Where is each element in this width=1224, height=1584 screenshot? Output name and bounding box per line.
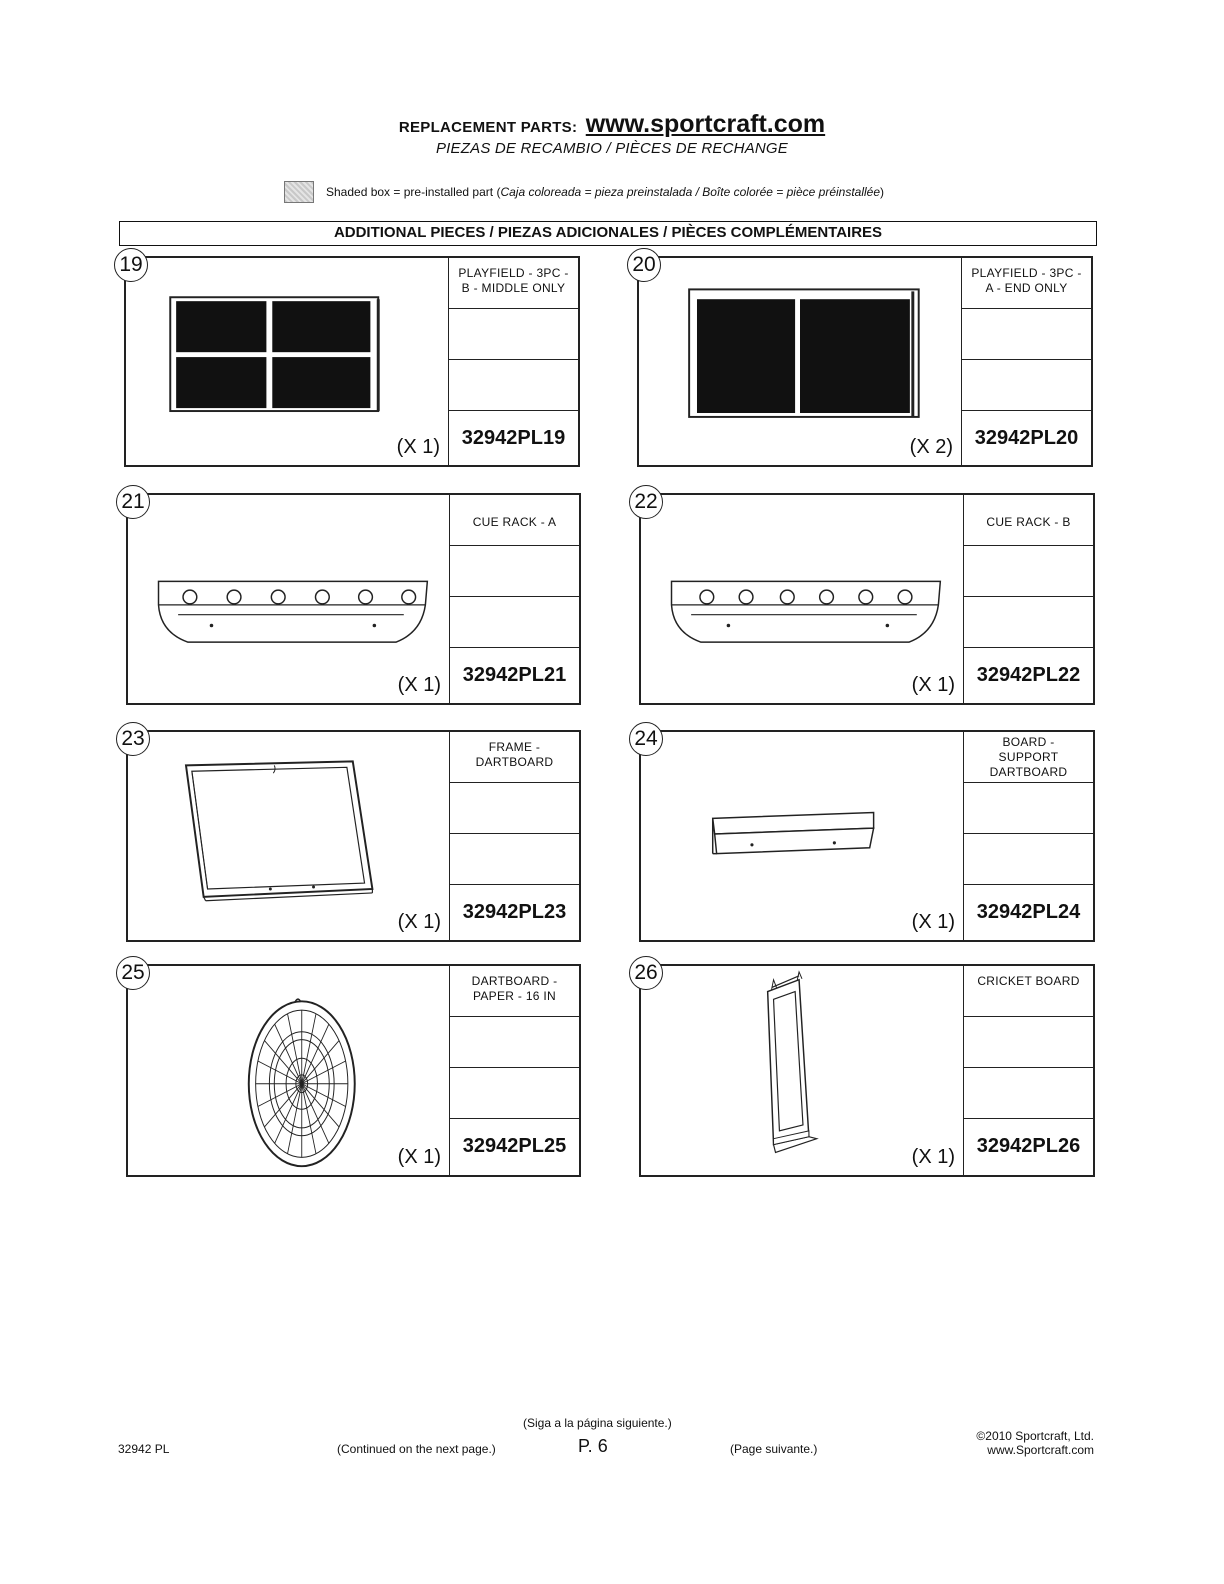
part-card-25 (121, 961, 581, 1177)
empty-cell (962, 309, 1091, 360)
part-card-24 (634, 727, 1095, 942)
quantity: (X 1) (397, 674, 441, 696)
part-description: CRICKET BOARD (964, 966, 1093, 1017)
part-code: 32942PL20 (974, 427, 1079, 449)
footer-copyright: ©2010 Sportcraft, Ltd. (976, 1429, 1094, 1443)
part-info (449, 495, 579, 703)
website-link[interactable]: www.sportcraft.com (585, 110, 826, 138)
part-card-20 (632, 253, 1093, 467)
empty-cell (450, 834, 579, 885)
dartboard-frame-icon (128, 732, 450, 940)
empty-cell (964, 1017, 1093, 1068)
quantity: (X 2) (909, 436, 953, 458)
part-card-19 (119, 253, 580, 467)
quantity: (X 1) (911, 1146, 955, 1168)
part-card-21 (121, 490, 581, 705)
part-number-badge: 24 (629, 722, 663, 756)
cricket-board-icon (641, 966, 963, 1175)
cue-rack-b-icon (641, 495, 963, 703)
section-title: ADDITIONAL PIECES / PIEZAS ADICIONALES / PIÈCES COMPLÉMENTAIRES (119, 221, 1097, 246)
part-number-badge: 25 (116, 956, 150, 990)
part-card-22 (634, 490, 1095, 705)
header-subtitle: PIEZAS DE RECAMBIO / PIÈCES DE RECHANGE (435, 140, 789, 157)
empty-cell (964, 546, 1093, 597)
quantity: (X 1) (396, 436, 440, 458)
part-number-badge: 19 (114, 248, 148, 282)
page-number: P. 6 (578, 1436, 608, 1456)
part-description: BOARD - SUPPORT DARTBOARD (964, 732, 1093, 783)
quantity: (X 1) (911, 911, 955, 933)
legend (284, 181, 884, 203)
footer-continued-fr: (Page suivante.) (730, 1442, 818, 1456)
paper-dartboard-icon (128, 966, 450, 1175)
empty-cell (449, 309, 578, 360)
part-number-badge: 20 (627, 248, 661, 282)
header-label: REPLACEMENT PARTS: (398, 119, 578, 136)
footer-model: 32942 PL (118, 1442, 170, 1456)
part-code: 32942PL26 (976, 1135, 1081, 1157)
part-info (963, 495, 1093, 703)
empty-cell (964, 783, 1093, 834)
footer-continued-es: (Siga a la página siguiente.) (523, 1416, 672, 1430)
part-info (961, 258, 1091, 465)
part-info (449, 732, 579, 940)
part-description: DARTBOARD - PAPER - 16 IN (450, 966, 579, 1017)
part-code: 32942PL22 (976, 664, 1081, 686)
part-info (963, 732, 1093, 940)
legend-text: Shaded box = pre-installed part (Caja coloreada = pieza preinstalada / Boîte colorée = pièce préinstallée) (326, 185, 885, 199)
part-code: 32942PL21 (462, 664, 567, 686)
part-number-badge: 21 (116, 485, 150, 519)
part-number-badge: 23 (116, 722, 150, 756)
part-info (448, 258, 578, 465)
part-info (449, 966, 579, 1175)
playfield-middle-icon (126, 258, 448, 465)
empty-cell (449, 360, 578, 411)
part-number-badge: 22 (629, 485, 663, 519)
cue-rack-a-icon (128, 495, 450, 703)
empty-cell (450, 1017, 579, 1068)
part-description: FRAME - DARTBOARD (450, 732, 579, 783)
shaded-box-icon (284, 181, 314, 203)
quantity: (X 1) (397, 1146, 441, 1168)
part-code: 32942PL19 (461, 427, 566, 449)
empty-cell (450, 546, 579, 597)
empty-cell (962, 360, 1091, 411)
empty-cell (964, 597, 1093, 648)
header-title (0, 110, 1224, 139)
part-description: PLAYFIELD - 3PC - A - END ONLY (962, 258, 1091, 309)
quantity: (X 1) (397, 911, 441, 933)
footer-website[interactable]: www.Sportcraft.com (987, 1443, 1094, 1457)
part-code: 32942PL23 (462, 901, 567, 923)
part-description: CUE RACK - A (450, 495, 579, 546)
support-board-icon (641, 732, 963, 940)
playfield-end-icon (639, 258, 961, 465)
part-info (963, 966, 1093, 1175)
empty-cell (964, 834, 1093, 885)
part-number-badge: 26 (629, 956, 663, 990)
part-code: 32942PL25 (462, 1135, 567, 1157)
quantity: (X 1) (911, 674, 955, 696)
empty-cell (450, 783, 579, 834)
part-description: PLAYFIELD - 3PC - B - MIDDLE ONLY (449, 258, 578, 309)
part-card-23 (121, 727, 581, 942)
part-card-26 (634, 961, 1095, 1177)
part-code: 32942PL24 (976, 901, 1081, 923)
empty-cell (450, 1068, 579, 1119)
part-description: CUE RACK - B (964, 495, 1093, 546)
footer-continued-en: (Continued on the next page.) (337, 1442, 496, 1456)
empty-cell (450, 597, 579, 648)
empty-cell (964, 1068, 1093, 1119)
